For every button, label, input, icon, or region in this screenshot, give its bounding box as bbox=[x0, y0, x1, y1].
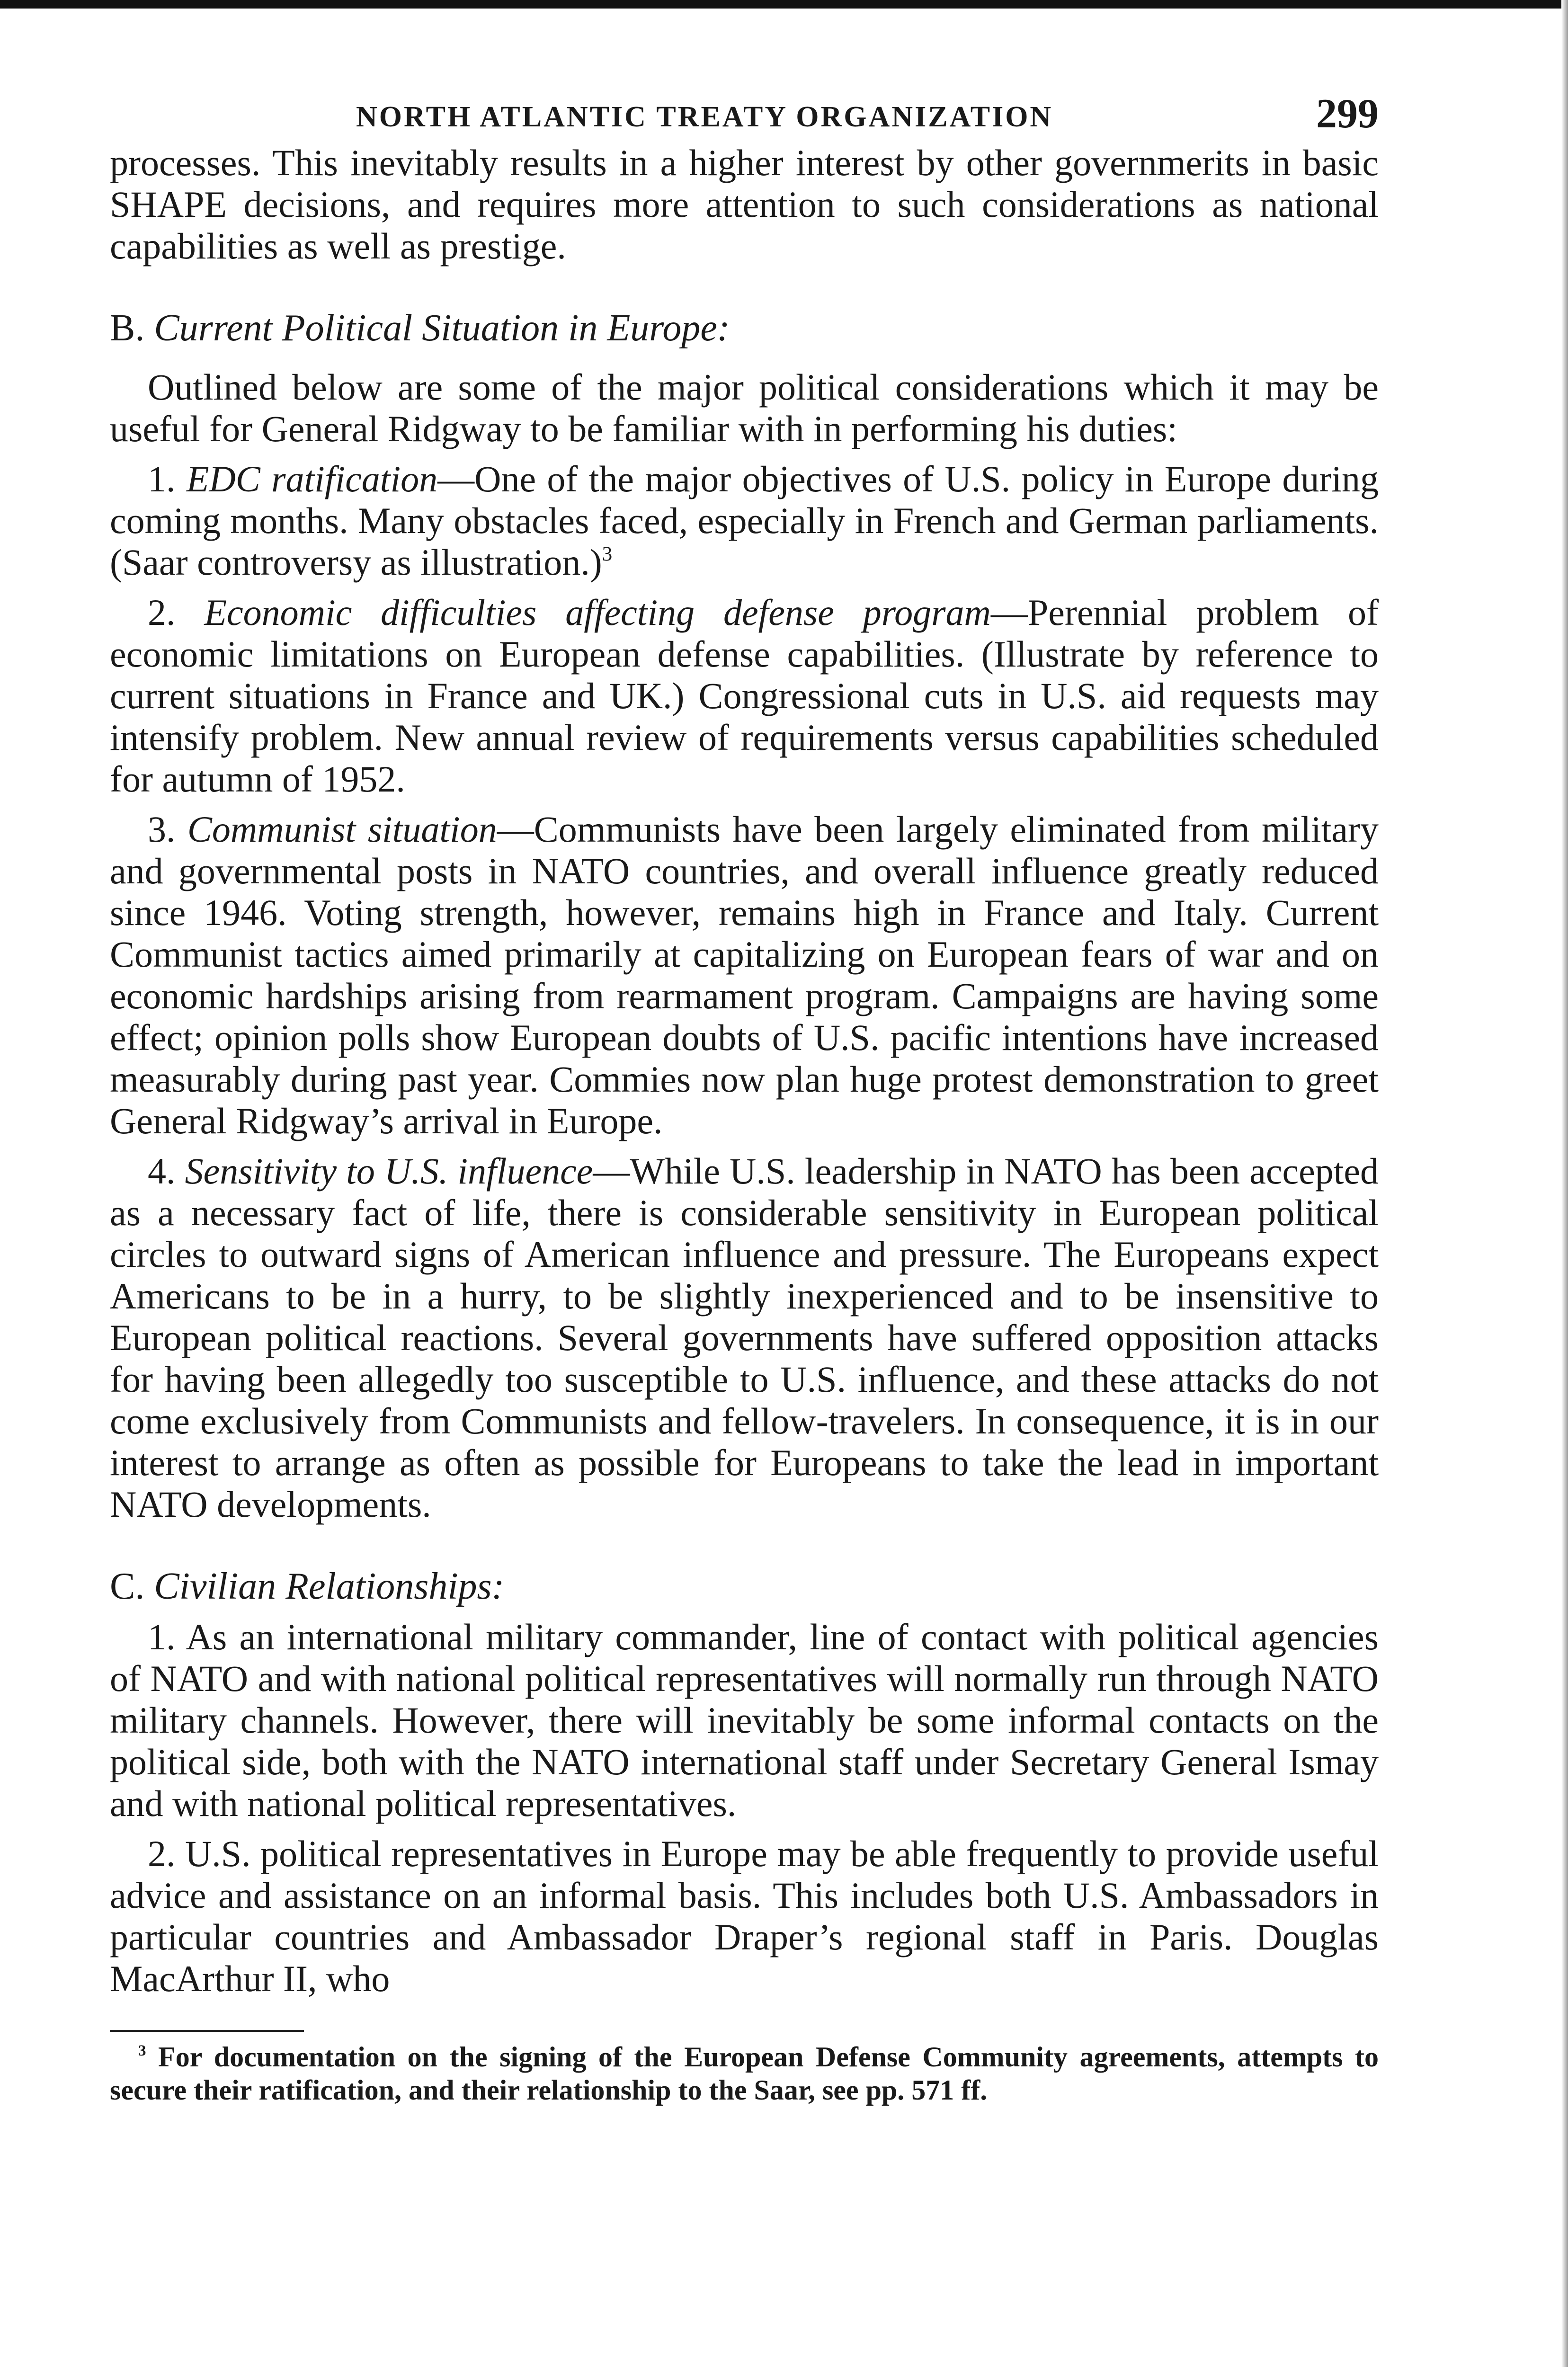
top-border bbox=[0, 0, 1568, 9]
intro-paragraph: processes. This inevitably results in a higher interest by other governmerits in basic SHAPE decisions, and requires more attention to such considerations as national capabilities as well as prestige. bbox=[110, 142, 1379, 267]
document-page bbox=[110, 90, 1379, 2107]
section-b-lead: Outlined below are some of the major political considerations which it may be useful for General Ridgway to be familiar with in performing his duties: bbox=[110, 366, 1379, 449]
section-b-item-1: 1. EDC ratification—One of the major objectives of U.S. policy in Europe during coming months. Many obstacles faced, especially in French and German parliaments. (Saar controversy as illustration.)$^3$ bbox=[110, 458, 1379, 583]
section-c-item-2: 2. U.S. political representatives in Europe may be able frequently to provide useful advice and assistance on an informal basis. This includes both U.S. Ambassadors in particular countries and Ambassador Draper’s regional staff in Paris. Douglas MacArthur II, who bbox=[110, 1833, 1379, 1999]
footnote-divider bbox=[110, 2030, 304, 2032]
page-edge-shadow bbox=[1561, 0, 1568, 2367]
item-text: As an international military commander, line of contact with political agencies of NATO and with national political representatives will normally run through NATO military channels. However, there will inevitably be some informal contacts on the political side, both with the NATO international staff under Secretary General Ismay and with national political representatives. bbox=[110, 1616, 1379, 1824]
item-title: Sensitivity to U.S. influence bbox=[185, 1150, 593, 1192]
section-c-heading bbox=[110, 1565, 1379, 1608]
item-title: Communist situation bbox=[187, 809, 497, 850]
section-c-title: Civilian Relationships: bbox=[154, 1566, 505, 1607]
section-b-title: Current Political Situation in Europe: bbox=[154, 307, 730, 349]
running-header bbox=[110, 90, 1379, 142]
item-title: EDC ratification bbox=[186, 458, 438, 499]
footnote-ref: 3 bbox=[602, 543, 613, 565]
footnote bbox=[110, 2040, 1379, 2107]
item-text: —While U.S. leadership in NATO has been accepted as a necessary fact of life, there is considerable sensitivity in European political circles to outward signs of American influence and pressure. The Europeans expect Americans to be in a hurry, to be slightly inexperienced and to be insensitive to European political reactions. Several governments have suffered opposition attacks for having been allegedly too susceptible to U.S. influence, and these attacks do not come exclusively from Communists and fellow-travelers. In consequence, it is in our interest to arrange as often as possible for Europeans to take the lead in important NATO developments. bbox=[110, 1150, 1379, 1525]
running-title: NORTH ATLANTIC TREATY ORGANIZATION bbox=[356, 101, 1053, 133]
section-b-item-4: 4. Sensitivity to U.S. influence—While U.S. leadership in NATO has been accepted as a necessary fact of life, there is considerable sensitivity in European political circles to outward signs of American influence and pressure. The Europeans expect Americans to be in a hurry, to be slightly inexperienced and to be insensitive to European political reactions. Several governments have suffered opposition attacks for having been allegedly too susceptible to U.S. influence, and these attacks do not come exclusively from Communists and fellow-travelers. In consequence, it is in our interest to arrange as often as possible for Europeans to take the lead in important NATO developments. bbox=[110, 1150, 1379, 1525]
section-b-heading bbox=[110, 307, 1379, 349]
section-b-item-2: 2. Economic difficulties affecting defense program—Perennial problem of economic limitations on European defense capabilities. (Illustrate by reference to current situations in France and UK.) Congressional cuts in U.S. aid requests may intensify problem. New annual review of requirements versus capabilities scheduled for autumn of 1952. bbox=[110, 592, 1379, 800]
footnote-text: For documentation on the signing of the European Defense Community agreements, attempts to secure their ratification, and their relationship to the Saar, see pp. 571 ff. bbox=[110, 2041, 1379, 2106]
item-text: —Communists have been largely eliminated from military and governmental posts in NATO countries, and overall influence greatly reduced since 1946. Voting strength, however, remains high in France and Italy. Current Communist tactics aimed primarily at capitalizing on European fears of war and on economic hardships arising from rearmament program. Campaigns are having some effect; opinion polls show European doubts of U.S. pacific intentions have increased measurably during past year. Commies now plan huge protest demonstration to greet General Ridgway’s arrival in Europe. bbox=[110, 809, 1379, 1141]
page-number: 299 bbox=[1316, 91, 1379, 137]
section-b-label: B. bbox=[110, 307, 145, 349]
section-c-item-1: 1. As an international military commander, line of contact with political agencies of NATO and with national political representatives will normally run through NATO military channels. However, there will inevitably be some informal contacts on the political side, both with the NATO international staff under Secretary General Ismay and with national political representatives. bbox=[110, 1616, 1379, 1824]
section-c-label: C. bbox=[110, 1566, 145, 1607]
item-title: Economic difficulties affecting defense program bbox=[204, 592, 991, 633]
item-text: —One of the major objectives of U.S. policy in Europe during coming months. Many obstacles faced, especially in French and German parliaments. (Saar controversy as illustration.) bbox=[110, 458, 1379, 583]
item-text: U.S. political representatives in Europe may be able frequently to provide useful advice and assistance on an informal basis. This includes both U.S. Ambassadors in particular countries and Ambassador Draper’s regional staff in Paris. Douglas MacArthur II, who bbox=[110, 1833, 1379, 1999]
item-text: —Perennial problem of economic limitations on European defense capabilities. (Illustrate by reference to current situations in France and UK.) Congressional cuts in U.S. aid requests may intensify problem. New annual review of requirements versus capabilities scheduled for autumn of 1952. bbox=[110, 592, 1379, 800]
section-b-item-3: 3. Communist situation—Communists have been largely eliminated from military and governmental posts in NATO countries, and overall influence greatly reduced since 1946. Voting strength, however, remains high in France and Italy. Current Communist tactics aimed primarily at capitalizing on European fears of war and on economic hardships arising from rearmament program. Campaigns are having some effect; opinion polls show European doubts of U.S. pacific intentions have increased measurably during past year. Commies now plan huge protest demonstration to greet General Ridgway’s arrival in Europe. bbox=[110, 809, 1379, 1141]
footnote-marker: 3 bbox=[138, 2042, 146, 2059]
